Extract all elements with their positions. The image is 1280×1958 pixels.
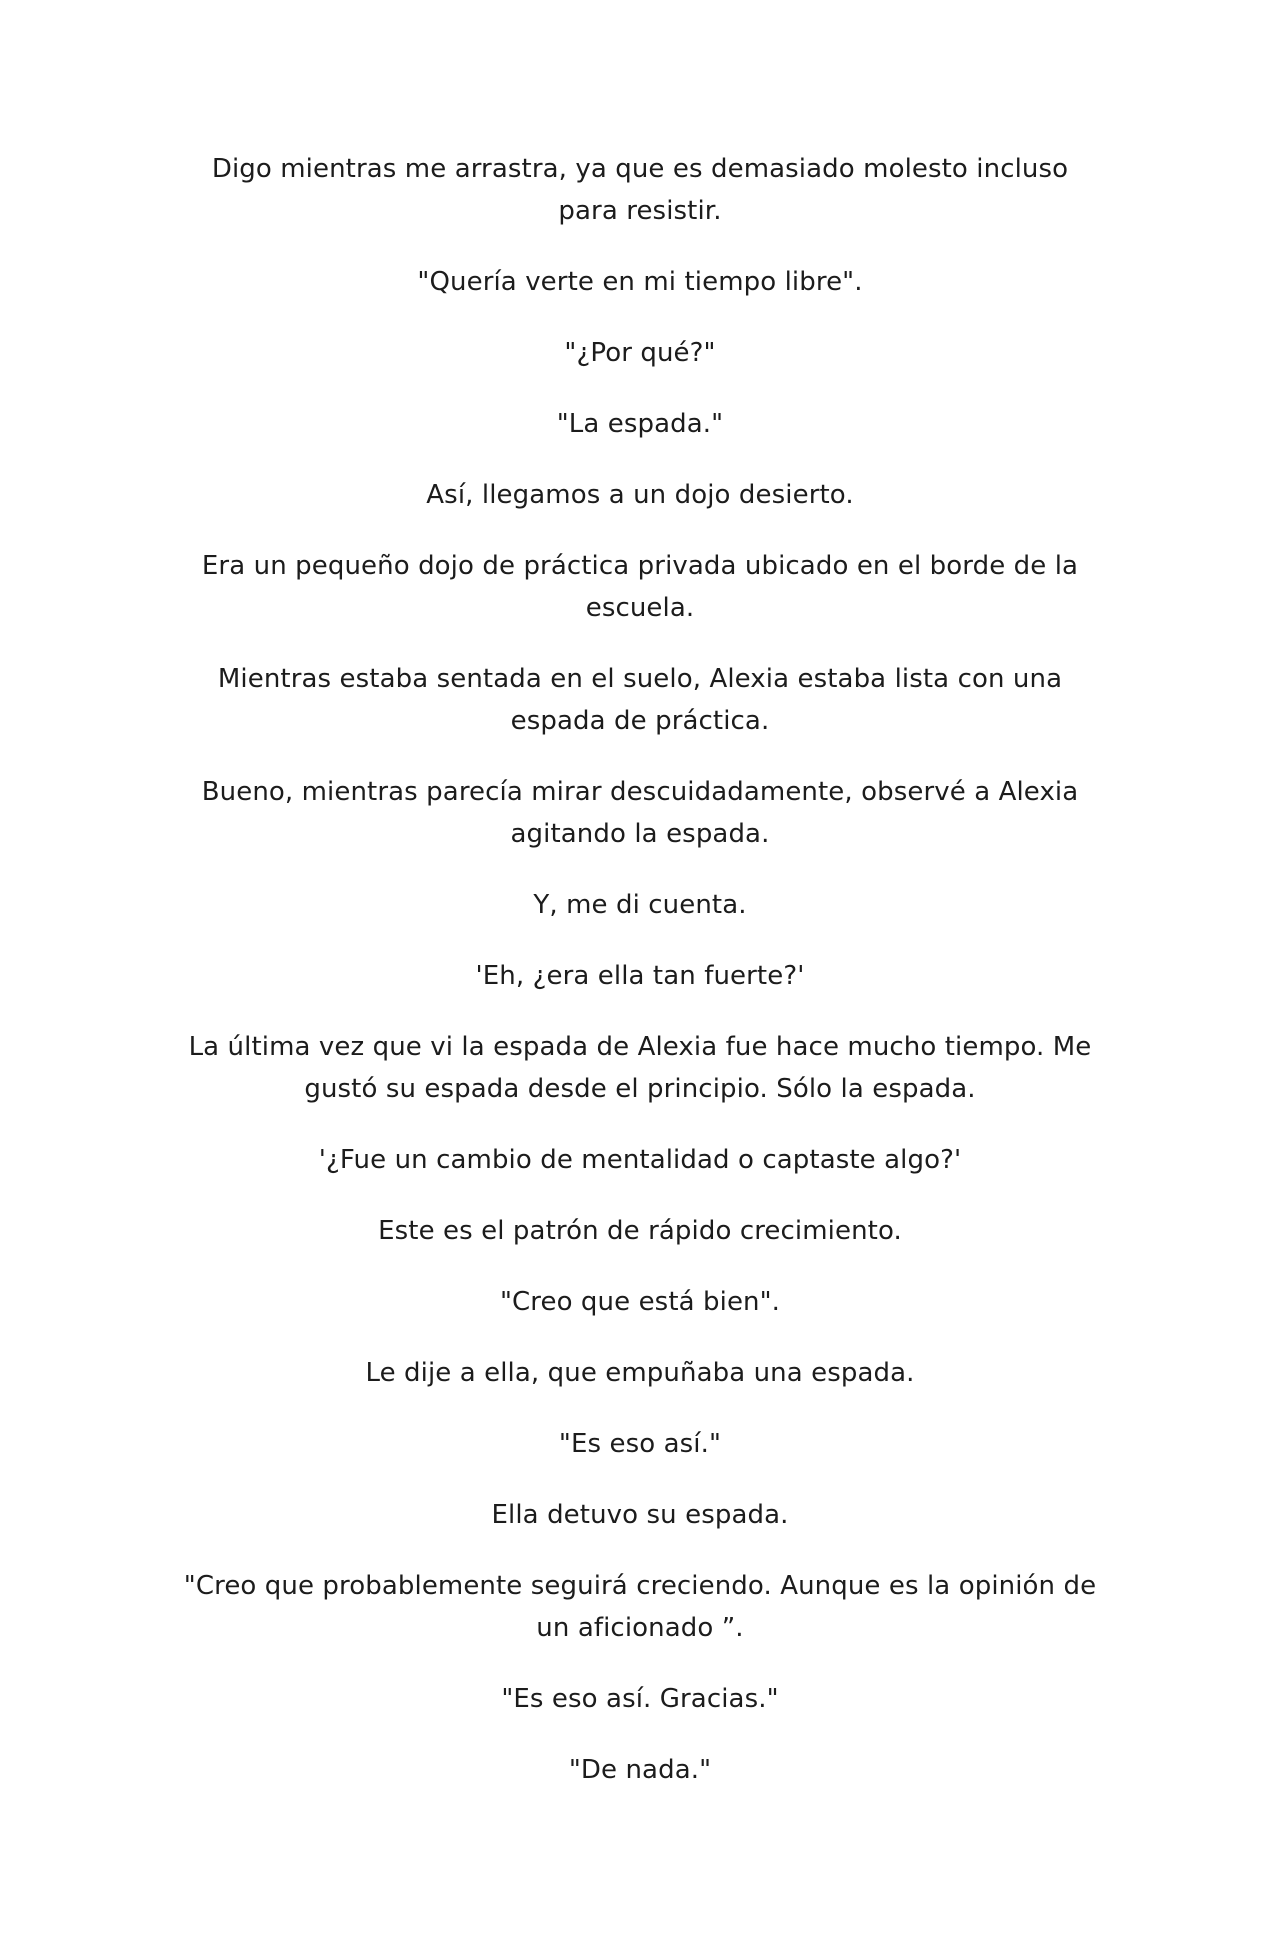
paragraph-11: La última vez que vi la espada de Alexia fue hace mucho tiempo. Me gustó su espada desde el principio. Sólo la espada. [188,1032,1092,1104]
paragraph-13: Este es el patrón de rápido crecimiento. [378,1216,902,1246]
paragraph-20: "De nada." [568,1755,712,1785]
paragraph-5: Así, llegamos a un dojo desierto. [426,480,854,510]
paragraph-7: Mientras estaba sentada en el suelo, Alexia estaba lista con una espada de práctica. [217,664,1063,736]
text-body [180,148,1100,1820]
paragraph-1: Digo mientras me arrastra, ya que es demasiado molesto incluso para resistir. [211,154,1069,226]
paragraph-6: Era un pequeño dojo de práctica privada ubicado en el borde de la escuela. [201,551,1079,623]
paragraph-3: "¿Por qué?" [564,338,716,368]
paragraph-4: "La espada." [556,409,724,439]
paragraph-18: "Creo que probablemente seguirá creciendo. Aunque es la opinión de un aficionado ”. [183,1571,1097,1643]
paragraph-10: 'Eh, ¿era ella tan fuerte?' [475,961,805,991]
paragraph-8: Bueno, mientras parecía mirar descuidadamente, observé a Alexia agitando la espada. [201,777,1079,849]
paragraph-15: Le dije a ella, que empuñaba una espada. [365,1358,915,1388]
paragraph-14: "Creo que está bien". [499,1287,781,1317]
paragraph-17: Ella detuvo su espada. [491,1500,789,1530]
paragraph-2: "Quería verte en mi tiempo libre". [417,267,863,297]
paragraph-19: "Es eso así. Gracias." [501,1684,779,1714]
paragraph-12: '¿Fue un cambio de mentalidad o captaste algo?' [318,1145,962,1175]
paragraph-16: "Es eso así." [558,1429,722,1459]
paragraph-9: Y, me di cuenta. [533,890,747,920]
